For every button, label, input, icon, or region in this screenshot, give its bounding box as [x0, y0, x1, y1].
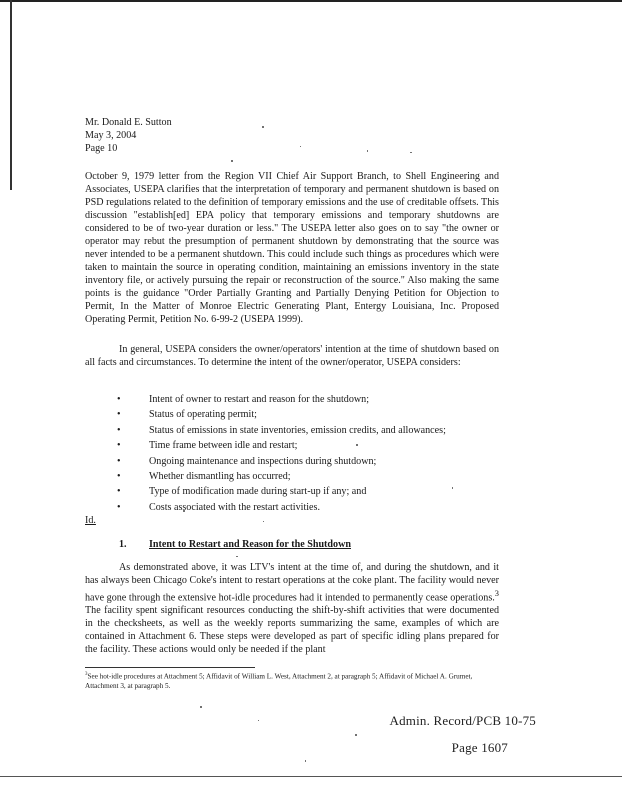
list-item-text: Whether dismantling has occurred;: [149, 470, 291, 482]
section-title: Intent to Restart and Reason for the Shutdown: [149, 539, 351, 550]
bullet-glyph: •: [117, 486, 121, 498]
section-number: 1.: [119, 539, 127, 550]
list-item: [115, 501, 495, 516]
paragraph-intent-general: [85, 343, 499, 369]
list-item: [115, 485, 495, 500]
bullet-glyph: •: [117, 455, 121, 467]
citation-id: Id.: [85, 515, 96, 526]
admin-record-stamp: Admin. Record/PCB 10-75: [389, 713, 536, 728]
bullet-glyph: •: [117, 501, 121, 513]
list-item: [115, 470, 495, 485]
footnote-reference: 3: [494, 589, 499, 598]
paragraph-epa-letter: [85, 170, 499, 326]
list-item-text: Ongoing maintenance and inspections during shutdown;: [149, 455, 377, 467]
recipient-name: Mr. Donald E. Sutton: [85, 117, 172, 128]
list-item-text: Intent of owner to restart and reason for the shutdown;: [149, 394, 370, 405]
scan-edge-bottom: [0, 776, 622, 777]
list-item: [115, 408, 495, 423]
paragraph-restart-intent: [85, 561, 499, 656]
scan-edge-top: [0, 0, 622, 2]
list-item-text: Status of operating permit;: [149, 409, 257, 421]
record-page-stamp: Page 1607: [451, 740, 508, 755]
list-item: [115, 439, 495, 454]
footnote-divider: [85, 667, 255, 668]
bullet-glyph: •: [117, 394, 121, 405]
letter-date: May 3, 2004: [85, 130, 137, 141]
list-item: [115, 424, 495, 439]
paragraph-text-part: The facility spent significant resources conducting the shift-by-shift activities that were documented in the checksheets, as well as the weekly reports summarizing the same, examples of which are contained in Attachment 6. These steps were developed as part of specific idling plans prepared for the facility. These actions would only be needed if the plant: [85, 605, 499, 656]
list-item-text: Type of modification made during start-up if any; and: [149, 486, 367, 498]
scan-edge-left: [10, 0, 12, 190]
paragraph-text: October 9, 1979 letter from the Region VII Chief Air Support Branch, to Shell Engineering and Associates, USEPA clarifies that the interpretation of temporary and permanent shutdown is based on PSD regulations related to the definition of temporary emissions and the use of creditable offsets. This discussion "establish[ed] EPA policy that temporary emissions and temporary shutdowns are considered to be of two-year duration or less." The USEPA letter also goes on to say "the owner or operator may rebut the presumption of permanent shutdown by demonstrating that the source was never intended to be a permanent shutdown. This could include such things as procedures which were taken to maintain the source in operating condition, maintaining an emissions inventory in the state inventory file, or actively pursuing the repair or reconstruction of the source." Also making the same points is the guidance "Order Partially Granting and Partially Denying Petition for Objection to Permit, In the Matter of Monroe Electric Generating Plant, Entergy Louisiana, Inc. Proposed Operating Permit, Petition No. 6-99-2 (USEPA 1999).: [85, 171, 499, 325]
section-heading: [119, 538, 351, 551]
list-item-text: Time frame between idle and restart;: [149, 440, 298, 452]
page-number: Page 10: [85, 143, 118, 154]
bullet-glyph: •: [117, 440, 121, 452]
paragraph-text: [85, 561, 499, 656]
list-item-text: Status of emissions in state inventories, emission credits, and allowances;: [149, 424, 446, 436]
bullet-glyph: •: [117, 470, 121, 482]
list-item-text: Costs associated with the restart activities.: [149, 501, 320, 513]
footnote: [85, 670, 499, 691]
bullet-glyph: •: [117, 409, 121, 421]
list-item: [115, 393, 495, 408]
paragraph-text-part: As demonstrated above, it was LTV's intent at the time of, and during the shutdown, and it has always been Chicago Coke's intent to restart operations at the coke plant. The facility would never have gone through the extensive hot-idle procedures had it intended to permanently cease operations.: [85, 562, 499, 604]
considerations-list: [115, 393, 495, 516]
letter-header: [85, 116, 385, 155]
list-item: [115, 455, 495, 470]
paragraph-text: In general, USEPA considers the owner/operators' intention at the time of shutdown based on all facts and circumstances. To determine the intent of the owner/operator, USEPA considers:: [85, 344, 499, 368]
bullet-glyph: •: [117, 424, 121, 436]
footnote-text: See hot-idle procedures at Attachment 5; Affidavit of William L. West, Attachment 2, at paragraph 5; Affidavit of Michael A. Grumet, Attachment 3, at paragraph 5.: [85, 672, 473, 691]
footnote-marker: 3: [85, 672, 88, 677]
